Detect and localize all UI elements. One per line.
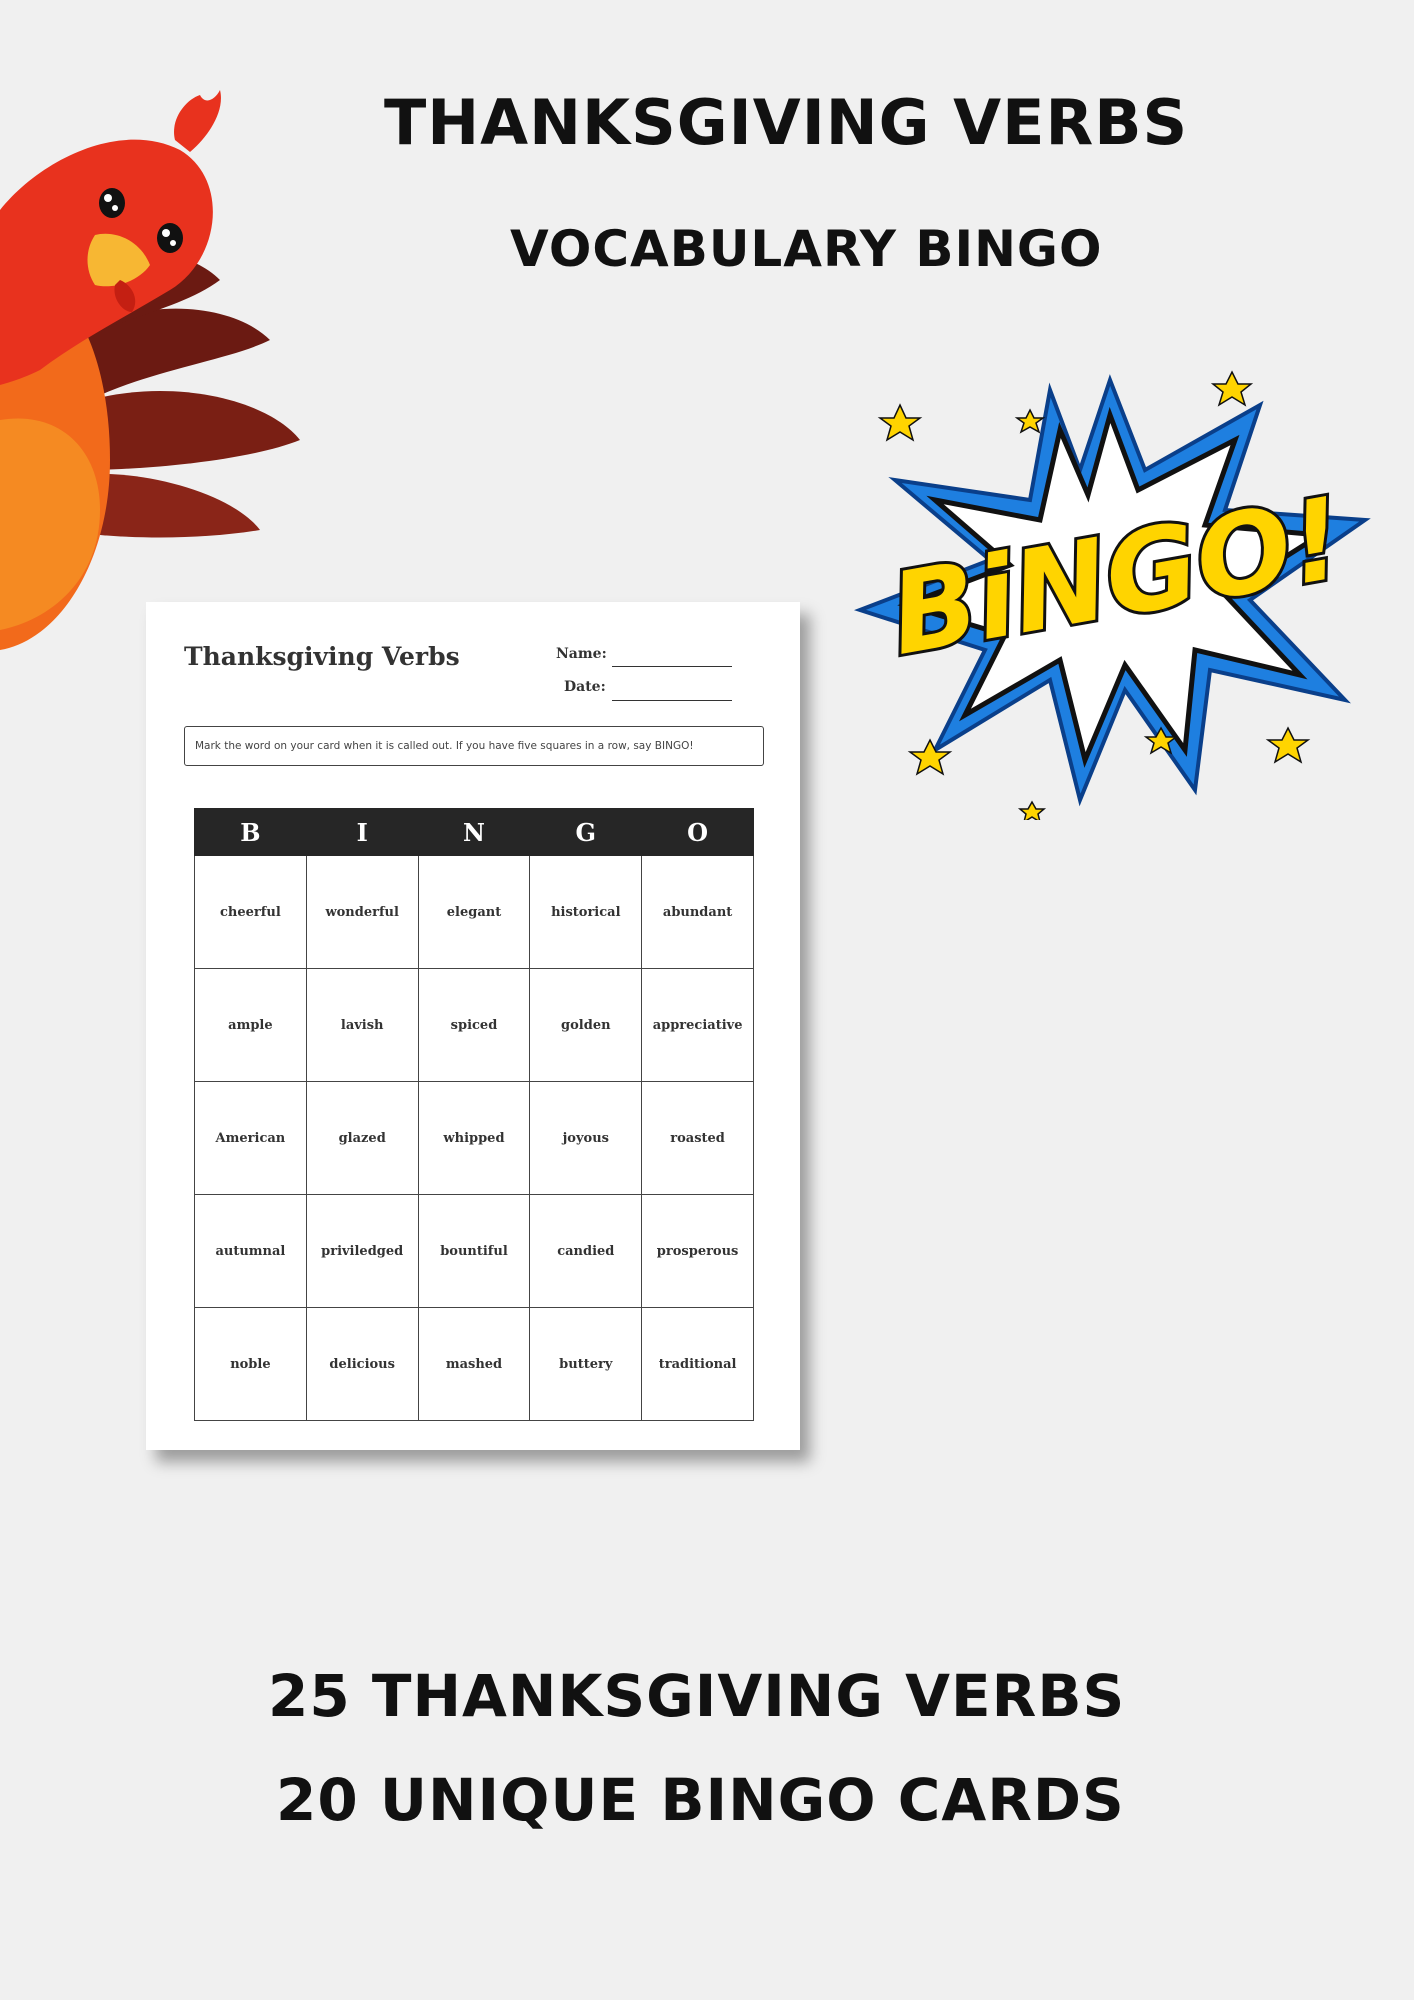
bingo-cell: roasted [642, 1082, 754, 1195]
bingo-cell: glazed [306, 1082, 418, 1195]
bingo-cell: mashed [418, 1308, 530, 1421]
name-line [612, 666, 732, 667]
feature-line-verbs: 25 THANKSGIVING VERBS [268, 1662, 1126, 1730]
star-icon [1017, 410, 1043, 432]
bingo-cell: wonderful [306, 856, 418, 969]
instructions-box: Mark the word on your card when it is called out. If you have five squares in a row, say BINGO! [184, 726, 764, 766]
bingo-cell: whipped [418, 1082, 530, 1195]
bingo-row [195, 856, 754, 969]
bingo-cell: historical [530, 856, 642, 969]
worksheet-title: Thanksgiving Verbs [184, 642, 460, 671]
star-icon [1213, 372, 1251, 405]
star-icon [1268, 728, 1308, 762]
bingo-cell: prosperous [642, 1195, 754, 1308]
bingo-cell: appreciative [642, 969, 754, 1082]
subtitle: VOCABULARY BINGO [510, 220, 1103, 278]
bingo-cell: bountiful [418, 1195, 530, 1308]
bingo-cell: delicious [306, 1308, 418, 1421]
feature-line-cards: 20 UNIQUE BINGO CARDS [276, 1766, 1125, 1834]
bingo-cell: buttery [530, 1308, 642, 1421]
bingo-text: BiNGO! [881, 473, 1353, 681]
bingo-cell: ample [195, 969, 307, 1082]
star-icon [1020, 802, 1044, 820]
name-label: Name: [556, 646, 607, 662]
star-icon [880, 405, 920, 440]
main-title: THANKSGIVING VERBS [384, 86, 1189, 159]
column-header: N [418, 809, 530, 856]
turkey-illustration [0, 40, 310, 660]
bingo-cell: traditional [642, 1308, 754, 1421]
bingo-cell: abundant [642, 856, 754, 969]
bingo-burst-graphic [840, 360, 1380, 820]
date-label: Date: [564, 679, 606, 695]
bingo-row [195, 1195, 754, 1308]
bingo-cell: priviledged [306, 1195, 418, 1308]
bingo-cell: cheerful [195, 856, 307, 969]
bingo-cell: autumnal [195, 1195, 307, 1308]
date-line [612, 700, 732, 701]
bingo-row [195, 1082, 754, 1195]
bingo-cell: joyous [530, 1082, 642, 1195]
worksheet-preview [146, 602, 800, 1450]
bingo-cell: elegant [418, 856, 530, 969]
bingo-grid [194, 808, 754, 1421]
column-header: O [642, 809, 754, 856]
bingo-row [195, 1308, 754, 1421]
bingo-header-row [195, 809, 754, 856]
bingo-cell: candied [530, 1195, 642, 1308]
bingo-cell: noble [195, 1308, 307, 1421]
bingo-cell: golden [530, 969, 642, 1082]
bingo-cell: spiced [418, 969, 530, 1082]
column-header: G [530, 809, 642, 856]
column-header: I [306, 809, 418, 856]
bingo-cell: lavish [306, 969, 418, 1082]
column-header: B [195, 809, 307, 856]
bingo-row [195, 969, 754, 1082]
bingo-cell: American [195, 1082, 307, 1195]
